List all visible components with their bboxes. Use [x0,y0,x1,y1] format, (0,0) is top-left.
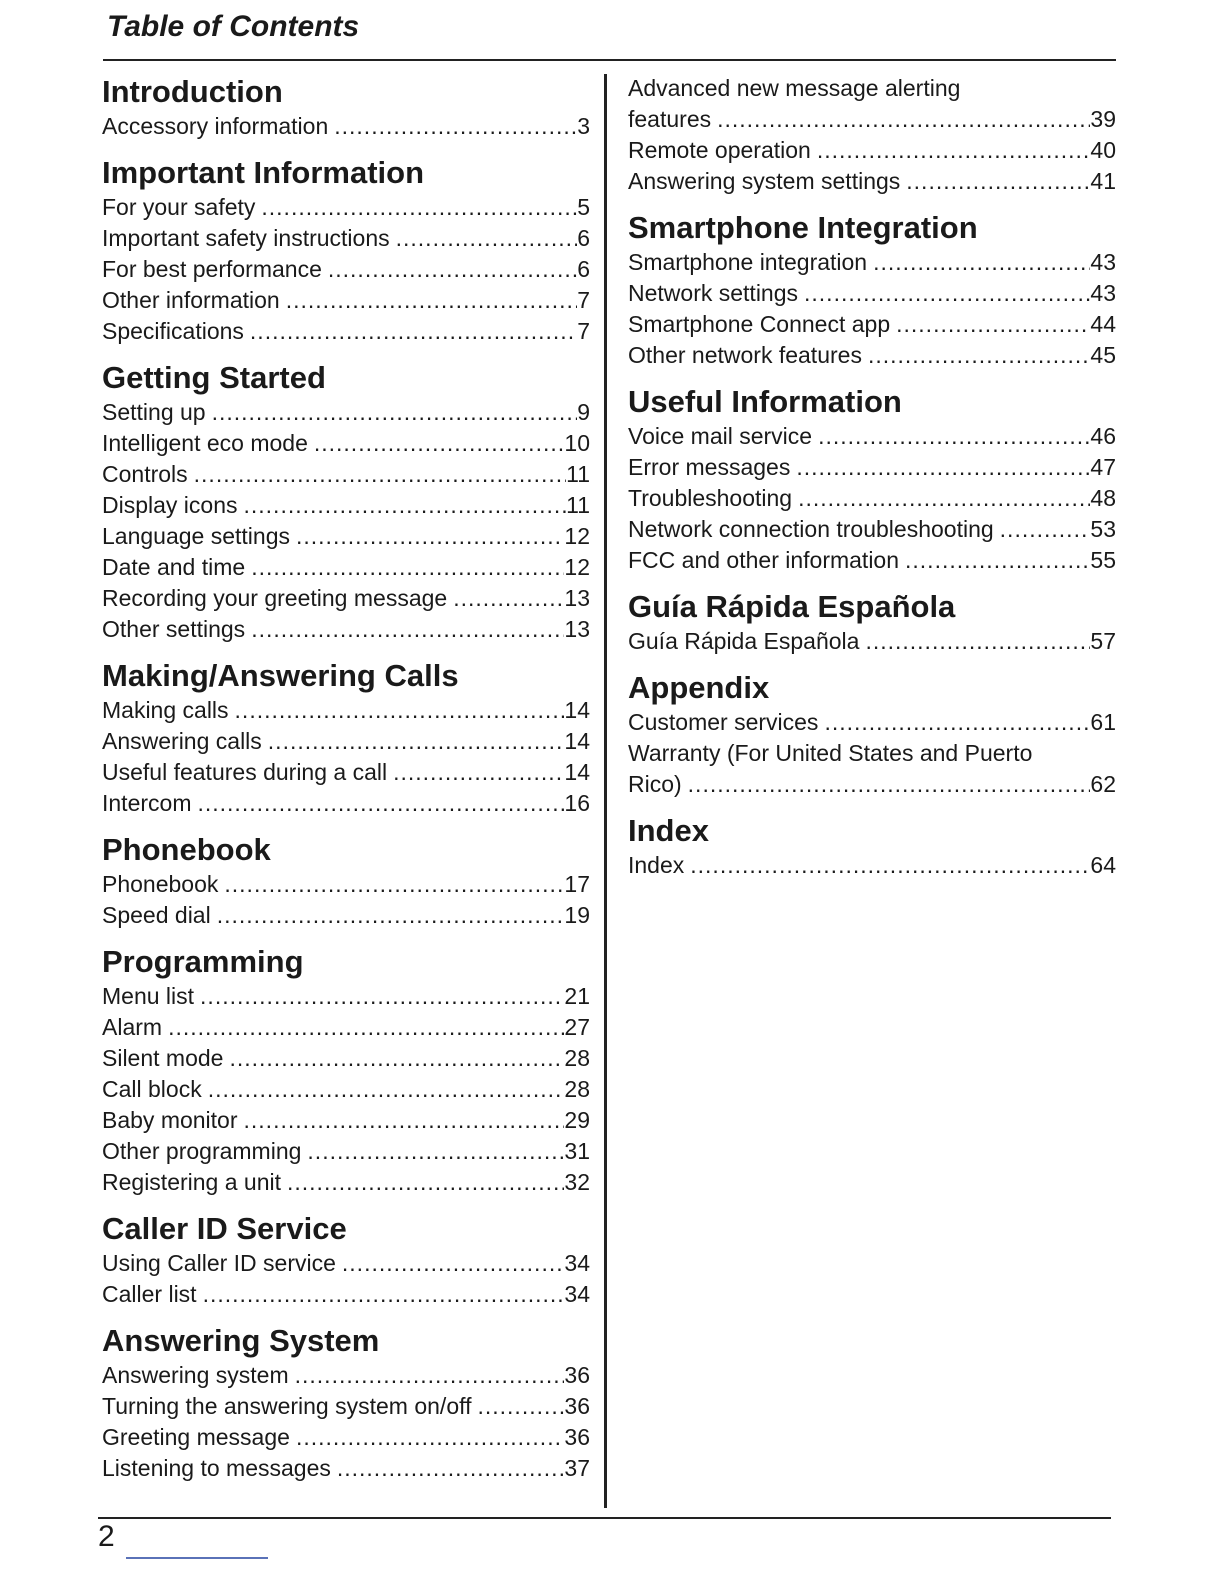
toc-entry-label: Advanced new message alerting [628,75,961,101]
toc-entry[interactable] [102,1422,590,1453]
toc-entry[interactable] [102,1043,590,1074]
toc-entry-label: Listening to messages [102,1455,331,1481]
toc-entry[interactable] [628,340,1116,371]
toc-list [102,397,590,645]
toc-entry-page: 13 [564,585,590,611]
column-divider [604,74,607,1508]
toc-entry-page: 61 [1090,709,1116,735]
toc-entry-label: Setting up [102,399,206,425]
toc-entry-page: 27 [564,1014,590,1040]
section-heading: Phonebook [102,832,271,867]
toc-entry[interactable] [102,1074,590,1105]
toc-entry-label: Answering system settings [628,168,901,194]
dot-leader [1000,514,1091,545]
toc-entry-page: 7 [577,318,590,344]
toc-entry-page: 37 [564,1455,590,1481]
toc-entry[interactable] [102,1136,590,1167]
toc-entry[interactable] [628,545,1116,576]
toc-entry-page: 53 [1090,516,1116,542]
dot-leader [396,223,578,254]
toc-entry-label: Language settings [102,523,290,549]
toc-entry-label: Making calls [102,697,229,723]
toc-entry-label: Smartphone Connect app [628,311,891,337]
toc-entry-label: Index [628,852,685,878]
toc-entry-page: 46 [1090,423,1116,449]
dot-leader [251,614,564,645]
toc-entry-label: Call block [102,1076,202,1102]
dot-leader [212,397,578,428]
dot-leader [453,583,564,614]
dot-leader [393,757,564,788]
dot-leader [818,421,1090,452]
dot-leader [477,1391,564,1422]
toc-entry[interactable] [102,1248,590,1279]
toc-entry[interactable] [628,278,1116,309]
toc-entry-label: Remote operation [628,137,811,163]
toc-entry-label: Other settings [102,616,246,642]
dot-leader [251,552,564,583]
toc-entry-label: Warranty (For United States and Puerto [628,740,1033,766]
toc-entry[interactable] [102,695,590,726]
toc-entry-page: 43 [1090,280,1116,306]
toc-list [102,192,590,347]
toc-entry[interactable] [102,223,590,254]
top-rule [103,59,1116,61]
section-heading: Answering System [102,1323,380,1358]
toc-entry-page: 40 [1090,137,1116,163]
toc-entry[interactable] [102,1453,590,1484]
toc-entry-label: Network settings [628,280,799,306]
toc-entry[interactable] [628,452,1116,483]
toc-entry-page: 10 [564,430,590,456]
toc-entry[interactable] [628,738,1116,769]
toc-entry[interactable] [102,192,590,223]
toc-entry[interactable] [102,254,590,285]
dot-leader [824,707,1090,738]
dot-leader [337,1453,565,1484]
toc-entry-page: 44 [1090,311,1116,337]
dot-leader [200,981,564,1012]
toc-entry-page: 57 [1090,628,1116,654]
toc-entry-label: Important safety instructions [102,225,390,251]
toc-entry-label: Turning the answering system on/off [102,1393,472,1419]
toc-entry[interactable] [102,1391,590,1422]
toc-entry-label: Error messages [628,454,791,480]
toc-entry-label: Date and time [102,554,246,580]
dot-leader [286,285,578,316]
toc-entry-page: 12 [564,554,590,580]
toc-entry-page: 32 [564,1169,590,1195]
section-heading: Introduction [102,74,283,109]
toc-entry-label: Guía Rápida Española [628,628,860,654]
toc-list [628,421,1116,576]
dot-leader [194,459,566,490]
toc-entry-label: Answering system [102,1362,289,1388]
section-heading: Making/Answering Calls [102,658,459,693]
toc-entry[interactable] [628,309,1116,340]
toc-entry-page: 34 [564,1281,590,1307]
toc-entry[interactable] [102,869,590,900]
section-heading: Getting Started [102,360,326,395]
section-heading: Guía Rápida Española [628,589,956,624]
toc-entry[interactable] [102,316,590,347]
toc-list [628,626,1116,657]
dot-leader [203,1279,565,1310]
toc-continuation-list [628,73,1116,197]
toc-entry-page: 3 [577,113,590,139]
dot-leader [261,192,577,223]
toc-list [628,707,1116,800]
toc-entry-label: Other information [102,287,280,313]
bottom-rule [98,1517,1111,1519]
toc-entry-label: Other programming [102,1138,302,1164]
toc-entry-label: Useful features during a call [102,759,388,785]
dot-leader [250,316,577,347]
toc-entry-label: Controls [102,461,188,487]
dot-leader [804,278,1090,309]
section-heading: Caller ID Service [102,1211,347,1246]
toc-entry-page: 7 [577,287,590,313]
toc-list [102,111,590,142]
toc-entry-label: Other network features [628,342,862,368]
dot-leader [873,247,1090,278]
section-heading: Useful Information [628,384,902,419]
toc-entry-page: 14 [564,759,590,785]
dot-leader [244,490,567,521]
toc-left-column [102,73,590,1496]
toc-list [102,869,590,931]
toc-entry[interactable] [102,459,590,490]
dot-leader [197,788,564,819]
toc-entry-label: For best performance [102,256,322,282]
toc-entry[interactable] [102,726,590,757]
dot-leader [690,850,1090,881]
toc-entry[interactable] [102,521,590,552]
toc-list [628,850,1116,881]
toc-entry-label: Display icons [102,492,238,518]
dot-leader [229,1043,564,1074]
toc-entry-page: 48 [1090,485,1116,511]
dot-leader [328,254,577,285]
dot-leader [295,1360,565,1391]
toc-entry[interactable] [102,1012,590,1043]
toc-entry-label: Customer services [628,709,819,735]
toc-list [102,695,590,819]
toc-entry[interactable] [102,428,590,459]
toc-entry-page: 11 [566,492,590,518]
toc-entry[interactable] [102,1167,590,1198]
dot-leader [268,726,565,757]
section-heading: Index [628,813,709,848]
toc-entry[interactable] [628,135,1116,166]
toc-entry-label: Using Caller ID service [102,1250,336,1276]
dot-leader [224,869,564,900]
toc-entry-label: Baby monitor [102,1107,238,1133]
dot-leader [244,1105,565,1136]
toc-entry[interactable] [628,707,1116,738]
dot-leader [168,1012,564,1043]
dot-leader [217,900,565,931]
toc-entry-page: 47 [1090,454,1116,480]
toc-entry-label: Accessory information [102,113,329,139]
dot-leader [906,166,1090,197]
toc-entry[interactable] [628,626,1116,657]
toc-entry-page: 6 [577,256,590,282]
toc-entry-label: features [628,106,712,132]
toc-entry[interactable] [102,490,590,521]
toc-entry-page: 45 [1090,342,1116,368]
toc-entry[interactable] [628,483,1116,514]
dot-leader [334,111,577,142]
dot-leader [905,545,1090,576]
toc-list [628,247,1116,371]
toc-entry[interactable] [102,757,590,788]
toc-entry-page: 55 [1090,547,1116,573]
toc-entry[interactable] [628,514,1116,545]
toc-entry-page: 36 [564,1424,590,1450]
toc-entry-page: 5 [577,194,590,220]
section-heading: Programming [102,944,304,979]
toc-entry-page: 14 [564,697,590,723]
toc-entry-label: Alarm [102,1014,163,1040]
toc-right-column [628,73,1116,893]
toc-entry[interactable] [102,397,590,428]
dot-leader [307,1136,564,1167]
toc-entry-page: 28 [564,1045,590,1071]
toc-entry[interactable] [102,981,590,1012]
toc-entry[interactable] [628,769,1116,800]
toc-entry-label: Menu list [102,983,195,1009]
toc-entry[interactable] [102,111,590,142]
dot-leader [296,1422,564,1453]
toc-entry-label: Recording your greeting message [102,585,448,611]
dot-leader [342,1248,565,1279]
toc-entry-label: Intercom [102,790,192,816]
footer-mark [126,1557,268,1559]
toc-entry-label: Troubleshooting [628,485,793,511]
dot-leader [868,340,1090,371]
toc-entry-page: 36 [564,1393,590,1419]
toc-entry-page: 64 [1090,852,1116,878]
toc-entry-page: 11 [566,461,590,487]
toc-entry[interactable] [102,583,590,614]
toc-entry-label: Intelligent eco mode [102,430,308,456]
toc-entry-page: 14 [564,728,590,754]
toc-entry-label: For your safety [102,194,256,220]
toc-entry-page: 21 [564,983,590,1009]
toc-list [102,1248,590,1310]
toc-entry-label: Specifications [102,318,244,344]
toc-entry[interactable] [628,850,1116,881]
dot-leader [817,135,1091,166]
dot-leader [208,1074,565,1105]
toc-entry-page: 9 [577,399,590,425]
toc-entry[interactable] [102,285,590,316]
toc-entry-page: 39 [1090,106,1116,132]
toc-entry[interactable] [628,166,1116,197]
toc-entry-page: 62 [1090,771,1116,797]
dot-leader [865,626,1090,657]
toc-entry-page: 19 [564,902,590,928]
toc-entry-label: Answering calls [102,728,262,754]
toc-list [102,981,590,1198]
dot-leader [314,428,565,459]
toc-entry-label: Caller list [102,1281,197,1307]
toc-entry[interactable] [628,421,1116,452]
toc-list [102,1360,590,1484]
dot-leader [798,483,1090,514]
toc-entry-page: 36 [564,1362,590,1388]
toc-entry[interactable] [102,552,590,583]
toc-entry[interactable] [628,73,1116,104]
toc-entry[interactable] [102,788,590,819]
toc-entry-page: 41 [1090,168,1116,194]
toc-entry-label: Silent mode [102,1045,224,1071]
section-heading: Smartphone Integration [628,210,978,245]
dot-leader [688,769,1091,800]
dot-leader [896,309,1090,340]
dot-leader [717,104,1090,135]
dot-leader [287,1167,564,1198]
toc-entry[interactable] [102,614,590,645]
toc-entry-label: Greeting message [102,1424,290,1450]
toc-entry-label: Speed dial [102,902,211,928]
toc-entry[interactable] [102,1105,590,1136]
toc-entry-page: 31 [564,1138,590,1164]
page-title: Table of Contents [107,10,360,43]
section-heading: Important Information [102,155,425,190]
toc-entry[interactable] [628,104,1116,135]
toc-entry[interactable] [102,1279,590,1310]
toc-entry-page: 17 [564,871,590,897]
toc-entry[interactable] [628,247,1116,278]
toc-entry-page: 29 [564,1107,590,1133]
dot-leader [796,452,1090,483]
toc-entry-label: Rico) [628,771,682,797]
toc-entry-label: Voice mail service [628,423,813,449]
toc-entry-page: 16 [564,790,590,816]
dot-leader [235,695,565,726]
toc-entry-page: 6 [577,225,590,251]
toc-entry-label: Phonebook [102,871,219,897]
toc-entry-page: 43 [1090,249,1116,275]
toc-entry-label: Smartphone integration [628,249,868,275]
toc-entry-label: Network connection troubleshooting [628,516,994,542]
toc-entry-label: Registering a unit [102,1169,281,1195]
toc-entry-page: 34 [564,1250,590,1276]
page-number: 2 [98,1520,115,1553]
toc-entry[interactable] [102,1360,590,1391]
toc-entry-page: 13 [564,616,590,642]
toc-entry-label: FCC and other information [628,547,900,573]
dot-leader [296,521,564,552]
toc-entry-page: 12 [564,523,590,549]
toc-entry[interactable] [102,900,590,931]
toc-entry-page: 28 [564,1076,590,1102]
section-heading: Appendix [628,670,770,705]
